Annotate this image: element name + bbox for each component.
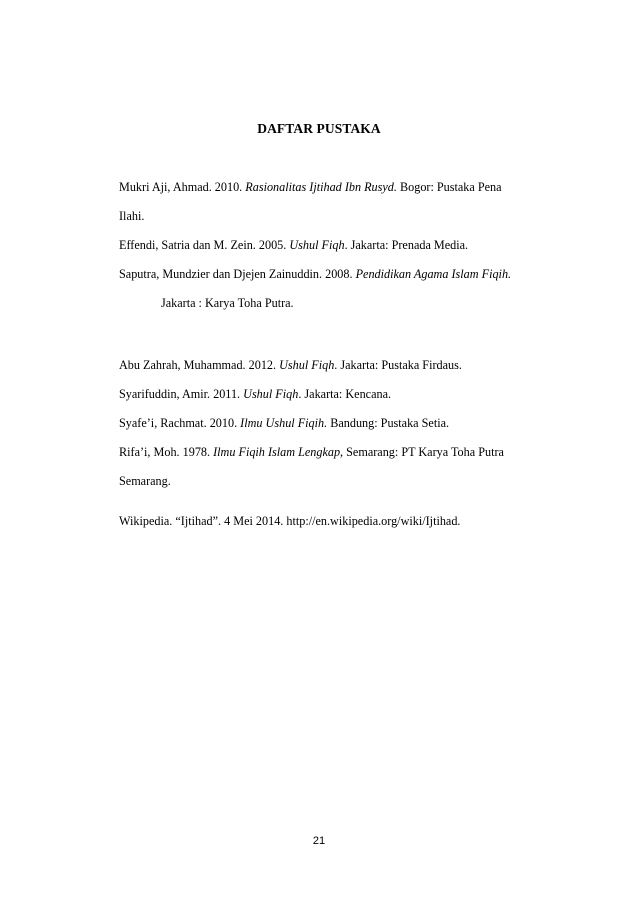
reference-title: Ushul Fiqh: [289, 238, 345, 252]
reference-text: . Jakarta: Pustaka Firdaus.: [334, 358, 462, 372]
reference-line: [119, 208, 144, 224]
reference-line: [119, 179, 502, 195]
reference-text: Rifa’i, Moh. 1978.: [119, 445, 214, 459]
reference-title: Pendidikan Agama Islam Fiqih.: [355, 267, 512, 281]
page-title: DAFTAR PUSTAKA: [257, 121, 381, 136]
reference-text: Semarang: PT Karya Toha Putra: [343, 445, 504, 459]
reference-text: Bandung: Pustaka Setia.: [327, 416, 450, 430]
reference-line: [119, 415, 449, 431]
reference-title: Ilmu Fiqih Islam Lengkap,: [213, 445, 344, 459]
reference-text: Semarang.: [119, 474, 171, 488]
reference-line: [119, 386, 391, 402]
reference-title: Rasionalitas Ijtihad Ibn Rusyd.: [245, 180, 397, 194]
reference-line: [119, 237, 468, 253]
reference-text: Saputra, Mundzier dan Djejen Zainuddin. 2008.: [119, 267, 356, 281]
reference-title: Ushul Fiqh: [243, 387, 299, 401]
reference-text: Jakarta : Karya Toha Putra.: [161, 296, 294, 310]
reference-text: . Jakarta: Kencana.: [298, 387, 392, 401]
reference-line: [119, 266, 511, 282]
reference-line: [119, 513, 460, 529]
reference-text: Syafe’i, Rachmat. 2010.: [119, 416, 241, 430]
reference-text: Syarifuddin, Amir. 2011.: [119, 387, 244, 401]
reference-line: [119, 444, 504, 460]
reference-text: Effendi, Satria dan M. Zein. 2005.: [119, 238, 290, 252]
reference-text: Bogor: Pustaka Pena: [396, 180, 502, 194]
reference-text: Wikipedia. “Ijtihad”. 4 Mei 2014. http://en.wikipedia.org/wiki/Ijtihad.: [119, 514, 461, 528]
reference-line: [119, 357, 462, 373]
reference-title: Ilmu Ushul Fiqih.: [240, 416, 328, 430]
reference-line: [161, 295, 294, 311]
reference-line: [119, 473, 171, 489]
reference-text: . Jakarta: Prenada Media.: [344, 238, 469, 252]
reference-text: Mukri Aji, Ahmad. 2010.: [119, 180, 246, 194]
reference-title: Ushul Fiqh: [279, 358, 335, 372]
reference-text: Abu Zahrah, Muhammad. 2012.: [119, 358, 280, 372]
reference-text: Ilahi.: [119, 209, 145, 223]
page-number: 21: [312, 835, 326, 847]
